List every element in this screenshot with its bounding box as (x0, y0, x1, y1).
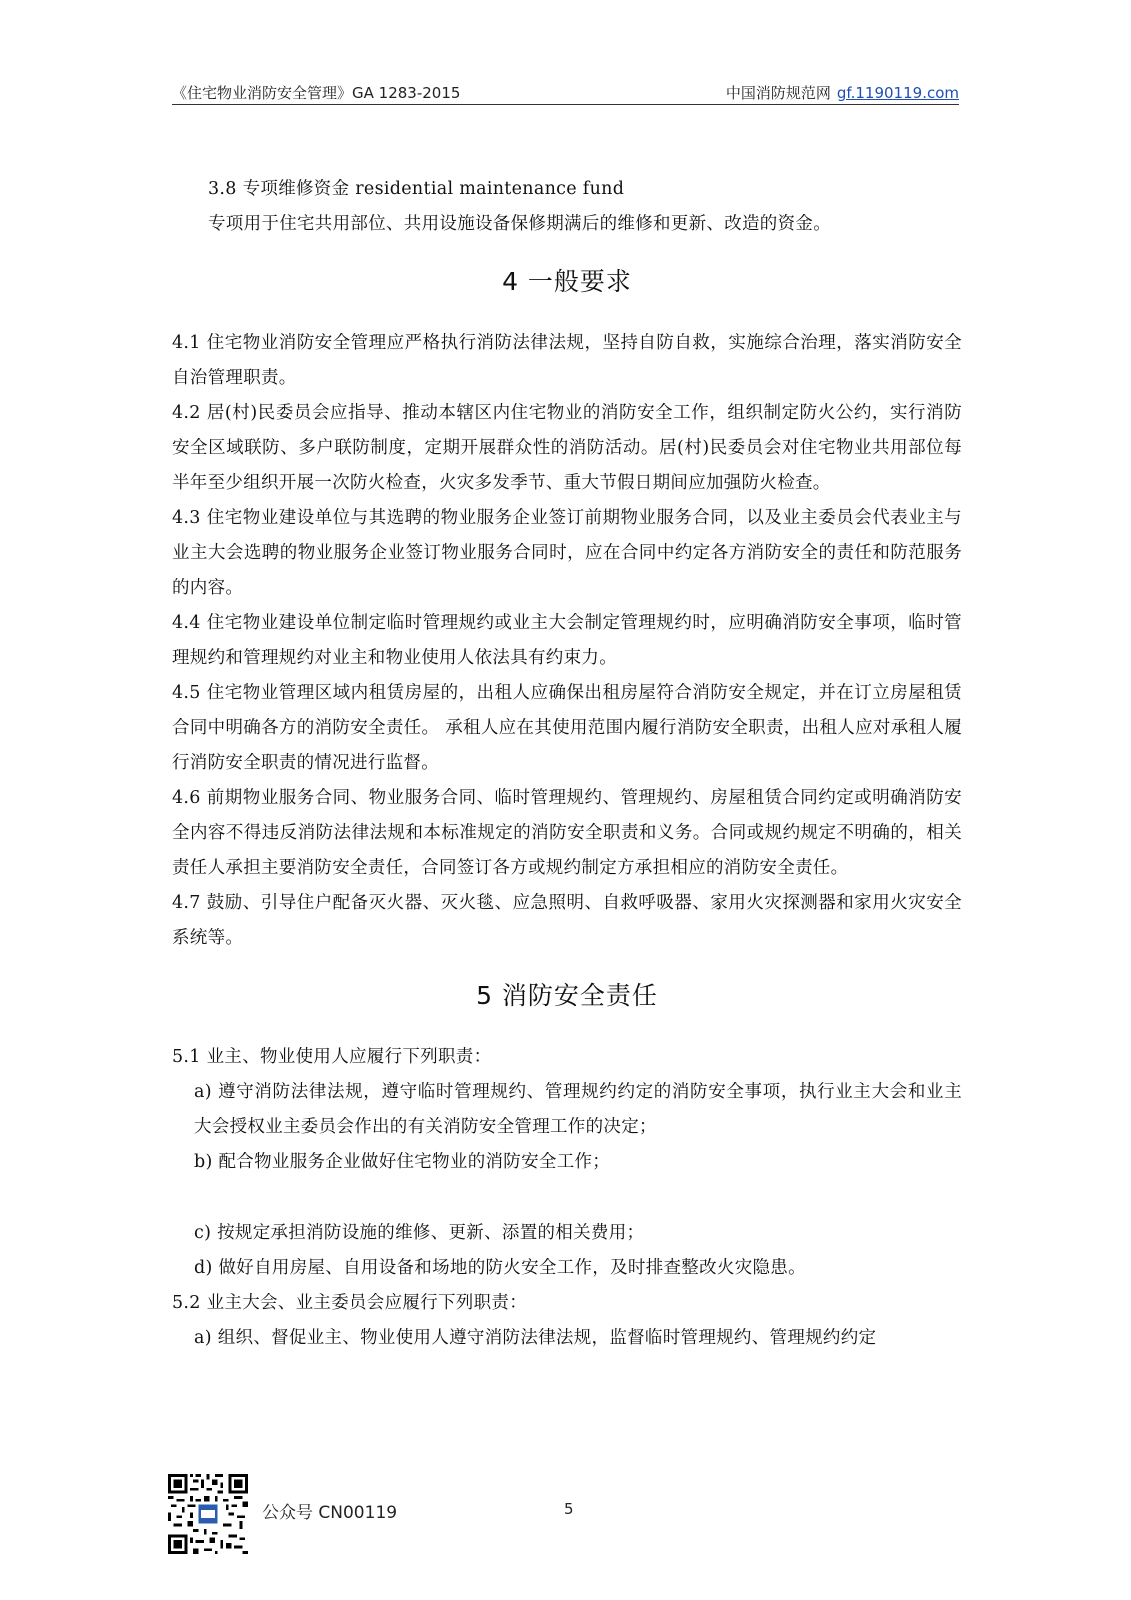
clause-5-2: 5.2 业主大会、业主委员会应履行下列职责： (172, 1293, 527, 1313)
clause-4-1: 4.1 住宅物业消防安全管理应严格执行消防法律法规，坚持自防自救，实施综合治理，落实消防安全自治管理职责。 (172, 333, 962, 388)
page-footer (168, 1474, 968, 1554)
site-name: 中国消防规范网 (725, 84, 831, 102)
clause-4-6: 4.6 前期物业服务合同、物业服务合同、临时管理规约、管理规约、房屋租赁合同约定或明确消防安全内容不得违反消防法律法规和本标准规定的消防安全职责和义务。合同或规约规定不明确的，相关责任人承担主要消防安全责任，合同签订各方或规约制定方承担相应的消防安全责任。 (172, 788, 962, 878)
clause-4-7: 4.7 鼓励、引导住户配备灭火器、灭火毯、应急照明、自救呼吸器、家用火灾探测器和家用火灾安全系统等。 (172, 893, 962, 948)
page-header (172, 80, 959, 105)
clause-4-2: 4.2 居(村)民委员会应指导、推动本辖区内住宅物业的消防安全工作，组织制定防火公约，实行消防安全区域联防、多户联防制度，定期开展群众性的消防活动。居(村)民委员会对住宅物业共用部位每半年至少组织开展一次防火检查，火灾多发季节、重大节假日期间应加强防火检查。 (172, 403, 962, 493)
clause-5-1-c: c) 按规定承担消防设施的维修、更新、添置的相关费用； (194, 1223, 645, 1243)
site-link[interactable]: gf.1190119.com (836, 84, 959, 102)
section-4-heading: 4 一般要求 (502, 267, 632, 296)
section-5-heading: 5 消防安全责任 (476, 981, 658, 1010)
page-number: 5 (564, 1500, 574, 1518)
page-body (172, 172, 962, 1356)
clause-5-2-a: a) 组织、督促业主、物业使用人遵守消防法律法规，监督临时管理规约、管理规约约定 (194, 1328, 877, 1348)
clause-5-1: 5.1 业主、物业使用人应履行下列职责： (172, 1047, 492, 1067)
clause-4-3: 4.3 住宅物业建设单位与其选聘的物业服务企业签订前期物业服务合同，以及业主委员会代表业主与业主大会选聘的物业服务企业签订物业服务合同时，应在合同中约定各方消防安全的责任和防范服务的内容。 (172, 508, 962, 598)
header-site (726, 82, 959, 103)
clause-5-1-b: b) 配合物业服务企业做好住宅物业的消防安全工作； (194, 1152, 611, 1172)
clause-3-8-text: 专项用于住宅共用部位、共用设施设备保修期满后的维修和更新、改造的资金。 (208, 214, 831, 234)
clause-4-5: 4.5 住宅物业管理区域内租赁房屋的，出租人应确保出租房屋符合消防安全规定，并在订立房屋租赁合同中明确各方的消防安全责任。 承租人应在其使用范围内履行消防安全职责，出租人应对承租人履行消防安全职责的情况进行监督。 (172, 683, 962, 773)
clause-5-1-a: a) 遵守消防法律法规，遵守临时管理规约、管理规约约定的消防安全事项，执行业主大会和业主大会授权业主委员会作出的有关消防安全管理工作的决定； (194, 1082, 962, 1137)
wechat-account: 公众号 CN00119 (262, 1503, 398, 1523)
qr-code-icon (168, 1474, 248, 1554)
clause-5-1-d: d) 做好自用房屋、自用设备和场地的防火安全工作，及时排查整改火灾隐患。 (194, 1258, 806, 1278)
document-title: 《住宅物业消防安全管理》GA 1283-2015 (172, 84, 461, 102)
clause-4-4: 4.4 住宅物业建设单位制定临时管理规约或业主大会制定管理规约时，应明确消防安全事项，临时管理规约和管理规约对业主和物业使用人依法具有约束力。 (172, 613, 962, 668)
clause-3-8-title: 3.8 专项维修资金 residential maintenance fund (208, 179, 625, 199)
